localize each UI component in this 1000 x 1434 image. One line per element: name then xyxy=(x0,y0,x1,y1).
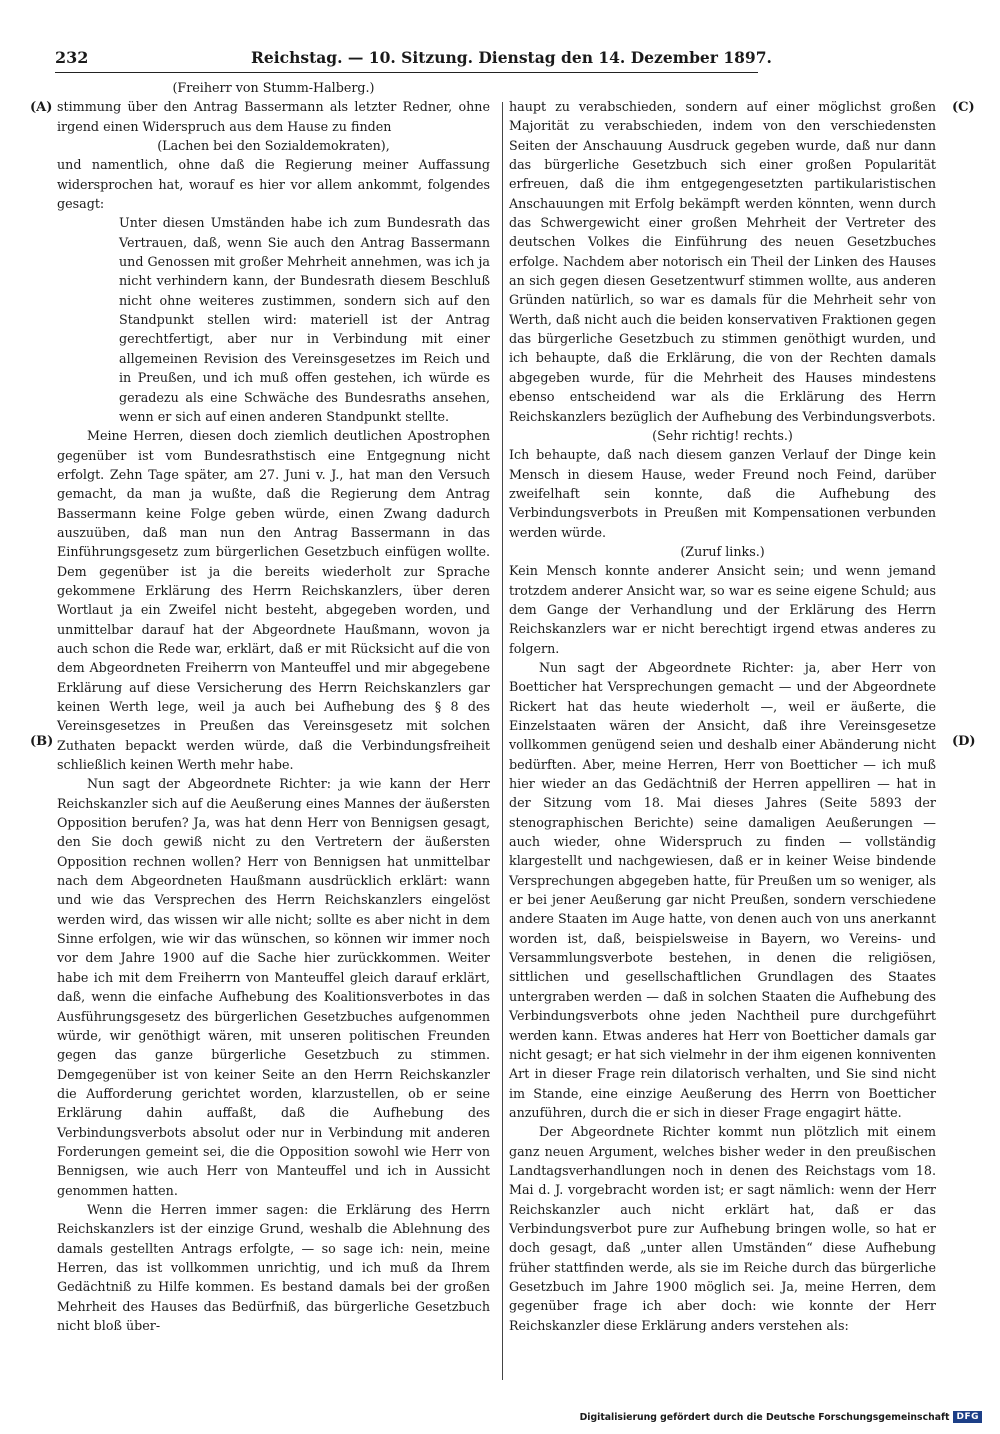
left-column-paragraph: (Lachen bei den Sozialdemokraten), xyxy=(157,138,390,154)
right-column-paragraph: Nun sagt der Abgeordnete Richter: ja, aber Herr von Boetticher hat Versprechungen gemacht — und der Abgeordnete Rickert hat das heute wiederholt —, weil er äußerte, die Einzelstaaten wären der Ansicht, daß ihre Vereinsgesetze vollkommen genügend seien und deshalb einer Abänderung nicht bedürften. Aber, meine Herren, Herr von Boetticher — ich muß hier wieder an das Gedächtniß der Herren appelliren — hat in der Sitzung vom 18. Mai dieses Jahres (Seite 5893 der stenographischen Berichte) seine damaligen Aeußerungen — auch wieder, ohne Widerspruch zu finden — vollständig klargestellt und nachgewiesen, daß er in keiner Weise bindende Versprechungen abgegeben hatte, für Preußen um so weniger, als er bei jener Aeußerung gar nicht Preußen, sondern verschiedene andere Staaten im Auge hatte, von denen auch von uns anerkannt worden ist, daß, beispielsweise in Bayern, wo Vereins- und Versammlungsverbote bestehen, in denen die religiösen, sittlichen und gesellschaftlichen Grundlagen des Staates untergraben werden — daß in solchen Staaten die Aufhebung des Verbindungsverbots ohne jeden Nachtheil pure durchgeführt werden kann. Etwas anderes hat Herr von Boetticher damals gar nicht gesagt; er hat sich vielmehr in der ihm eigenen konniventen Art in dieser Frage rein dilatorisch verhalten, und Sie sind nicht im Stande, eine einzige Aeußerung des Herrn von Boetticher anzuführen, durch die er sich in dieser Frage engagirt hätte. xyxy=(509,659,936,1120)
margin-mark-b: (B) xyxy=(30,734,54,749)
running-head: Reichstag. — 10. Sitzung. Dienstag den 14. Dezember 1897. xyxy=(251,48,772,67)
page-header xyxy=(55,48,772,72)
left-column-paragraph: Unter diesen Umständen habe ich zum Bundesrath das Vertrauen, daß, wenn Sie auch den Antrag Bassermann und Genossen mit großer Mehrheit annehmen, was ich ja nicht verhindern kann, der Bundesrath diesem Beschluß nicht ohne weiteres zustimmen, sondern sich auf den Standpunkt stellen wird: materiell ist der Antrag gerechtfertigt, aber nur in Verbindung mit einer allgemeinen Revision des Vereinsgesetzes im Reich und in Preußen, und ich muß offen gestehen, ich würde es geradezu als eine Schwäche des Bundesraths ansehen, wenn er sich auf einen anderen Standpunkt stellte. xyxy=(119,215,490,424)
margin-mark-a: (A) xyxy=(30,100,53,115)
right-column-paragraph: (Zuruf links.) xyxy=(680,543,765,559)
margin-mark-c: (C) xyxy=(952,100,975,115)
left-column-paragraph: Wenn die Herren immer sagen: die Erklärung des Herrn Reichskanzlers ist der einzige Grund, weshalb die Ablehnung des damals gestellten Antrags erfolgte, — so sage ich: nein, meine Herren, das ist vollkommen unrichtig, und ich muß da Ihrem Gedächtniß zu Hilfe kommen. Es bestand damals bei der großen Mehrheit des Hauses das Bedürfniß, das bürgerliche Gesetzbuch nicht bloß über- xyxy=(57,1201,490,1333)
dfg-logo: DFG xyxy=(953,1411,982,1423)
right-column-paragraph: (Sehr richtig! rechts.) xyxy=(652,427,793,443)
left-column-paragraph: Nun sagt der Abgeordnete Richter: ja wie kann der Herr Reichskanzler sich auf die Aeußerung eines Mannes der äußersten Opposition berufen? Ja, was hat denn Herr von Bennigsen gesagt, den Sie doch gewiß nicht zu den Vertretern der äußersten Opposition rechnen wollen? Herr von Bennigsen hat unmittelbar nach dem Abgeordneten Haußmann ausdrücklich erklärt: wann und wie das Versprechen des Herrn Reichskanzlers eingelöst werden wird, das wissen wir alle nicht; sollte es aber nicht in dem Sinne erfolgen, wie wir das wünschen, so können wir immer noch vor dem Jahre 1900 auf die Sache hier zurückkommen. Weiter habe ich mit dem Freiherrn von Manteuffel gleich darauf erklärt, daß, wenn die einfache Aufhebung des Koalitionsverbotes in das Ausführungsgesetz des bürgerlichen Gesetzbuches aufgenommen würde, wir genöthigt wären, mit unseren politischen Freunden gegen das ganze bürgerliche Gesetzbuch zu stimmen. Demgegenüber ist von keiner Seite an den Herrn Reichskanzler die Aufforderung gerichtet worden, klarzustellen, ob er seine Erklärung dahin auffaßt, daß die Aufhebung des Verbindungsverbots absolut oder nur in Verbindung mit anderen Forderungen gemeint sei, die die Opposition sowohl wie Herr von Bennigsen, wie auch Herr von Manteuffel und ich in Aussicht genommen hatten. xyxy=(57,776,490,1198)
page-number: 232 xyxy=(55,48,89,67)
left-column xyxy=(57,78,490,1335)
right-column-paragraph: Kein Mensch konnte anderer Ansicht sein; und wenn jemand trotzdem anderer Ansicht war, so war es seine eigene Schuld; aus dem Gange der Verhandlung und der Erklärung des Herrn Reichskanzlers war er nicht berechtigt irgend etwas anderes zu folgern. xyxy=(509,563,936,656)
left-column-paragraph: (Freiherr von Stumm-Halberg.) xyxy=(172,80,375,95)
column-divider xyxy=(502,102,503,1380)
margin-mark-d: (D) xyxy=(952,734,976,749)
header-rule xyxy=(55,72,758,73)
left-column-paragraph: Meine Herren, diesen doch ziemlich deutlichen Apostrophen gegenüber ist vom Bundesrathstisch eine Entgegnung nicht erfolgt. Zehn Tage später, am 27. Juni v. J., hat man den Versuch gemacht, da man ja wußte, daß die Regierung dem Antrag Bassermann keine Folge geben würde, einen Zwang dadurch auszuüben, daß man nun den Antrag Bassermann in das Einführungsgesetz zum bürgerlichen Gesetzbuch einfügen wollte. Dem gegenüber ist ja die bereits wiederholt zur Sprache gekommene Erklärung des Herrn Reichskanzlers, über deren Wortlaut ja ein Zweifel nicht besteht, abgegeben worden, und unmittelbar darauf hat der Abgeordnete Haußmann, wovon ja auch schon die Rede war, erklärt, daß er mit Rücksicht auf die von dem Abgeordneten Freiherrn von Manteuffel und mir abgegebene Erklärung auf diese Versicherung des Herrn Reichskanzlers gar keinen Werth lege, weil ja auch bei Aufhebung des § 8 des Vereinsgesetzes in Preußen das Vereinsgesetz mit solchen Zuthaten bepackt werden würde, daß die Verbindungsfreiheit schließlich keinen Werth mehr habe. xyxy=(57,428,490,773)
funding-note: Digitalisierung gefördert durch die Deutsche Forschungsgemeinschaft xyxy=(579,1411,950,1423)
right-column-paragraph: Der Abgeordnete Richter kommt nun plötzlich mit einem ganz neuen Argument, welches bisher weder in den preußischen Landtagsverhandlungen noch in denen des Reichstags vom 18. Mai d. J. vorgebracht worden ist; er sagt nämlich: wenn der Herr Reichskanzler auch nicht erklärt hat, daß er das Verbindungsverbot pure zur Aufhebung bringen wolle, so hat er doch gesagt, daß „unter allen Umständen“ diese Aufhebung früher stattfinden werde, als sie im Reiche durch das bürgerliche Gesetzbuch im Jahre 1900 möglich sei. Ja, meine Herren, dem gegenüber frage ich aber doch: wie konnte der Herr Reichskanzler diese Erklärung anders verstehen als: xyxy=(509,1124,936,1333)
right-column xyxy=(509,97,936,1335)
right-column-paragraph: haupt zu verabschieden, sondern auf einer möglichst großen Majorität zu verabschieden, indem von den verschiedensten Seiten der Anschauung Ausdruck gegeben wurde, daß nur dann das bürgerliche Gesetzbuch sich einer großen Popularität erfreuen, daß die ihm entgegengesetzten partikularistischen Anschauungen mit Erfolg bekämpft werden könnten, wenn durch das Schwergewicht einer großen Mehrheit der Vertreter des deutschen Volkes die Einführung des neuen Gesetzbuches erfolge. Nachdem aber notorisch ein Theil der Linken des Hauses an sich gegen diesen Gesetzentwurf stimmen wollte, aus anderen Gründen natürlich, so war es damals für die Mehrheit sehr von Werth, daß nicht auch die beiden konservativen Fraktionen gegen das bürgerliche Gesetzbuch zu stimmen genöthigt wurden, und ich behaupte, daß die Erklärung, die von der Rechten damals abgegeben wurde, für die Mehrheit des Hauses mindestens ebenso entscheidend war als die Erklärung des Herrn Reichskanzlers bezüglich der Aufhebung des Verbindungsverbots. xyxy=(509,99,936,424)
left-column-paragraph: stimmung über den Antrag Bassermann als letzter Redner, ohne irgend einen Widerspruch aus dem Hause zu finden xyxy=(57,99,490,134)
footer xyxy=(580,1411,982,1423)
right-column-paragraph: Ich behaupte, daß nach diesem ganzen Verlauf der Dinge kein Mensch in diesem Hause, weder Freund noch Feind, darüber zweifelhaft sein konnte, daß die Aufhebung des Verbindungsverbots in Preußen mit Kompensationen verbunden werden würde. xyxy=(509,447,936,540)
left-column-paragraph: und namentlich, ohne daß die Regierung meiner Auffassung widersprochen hat, worauf es hier vor allem ankommt, folgendes gesagt: xyxy=(57,157,490,212)
